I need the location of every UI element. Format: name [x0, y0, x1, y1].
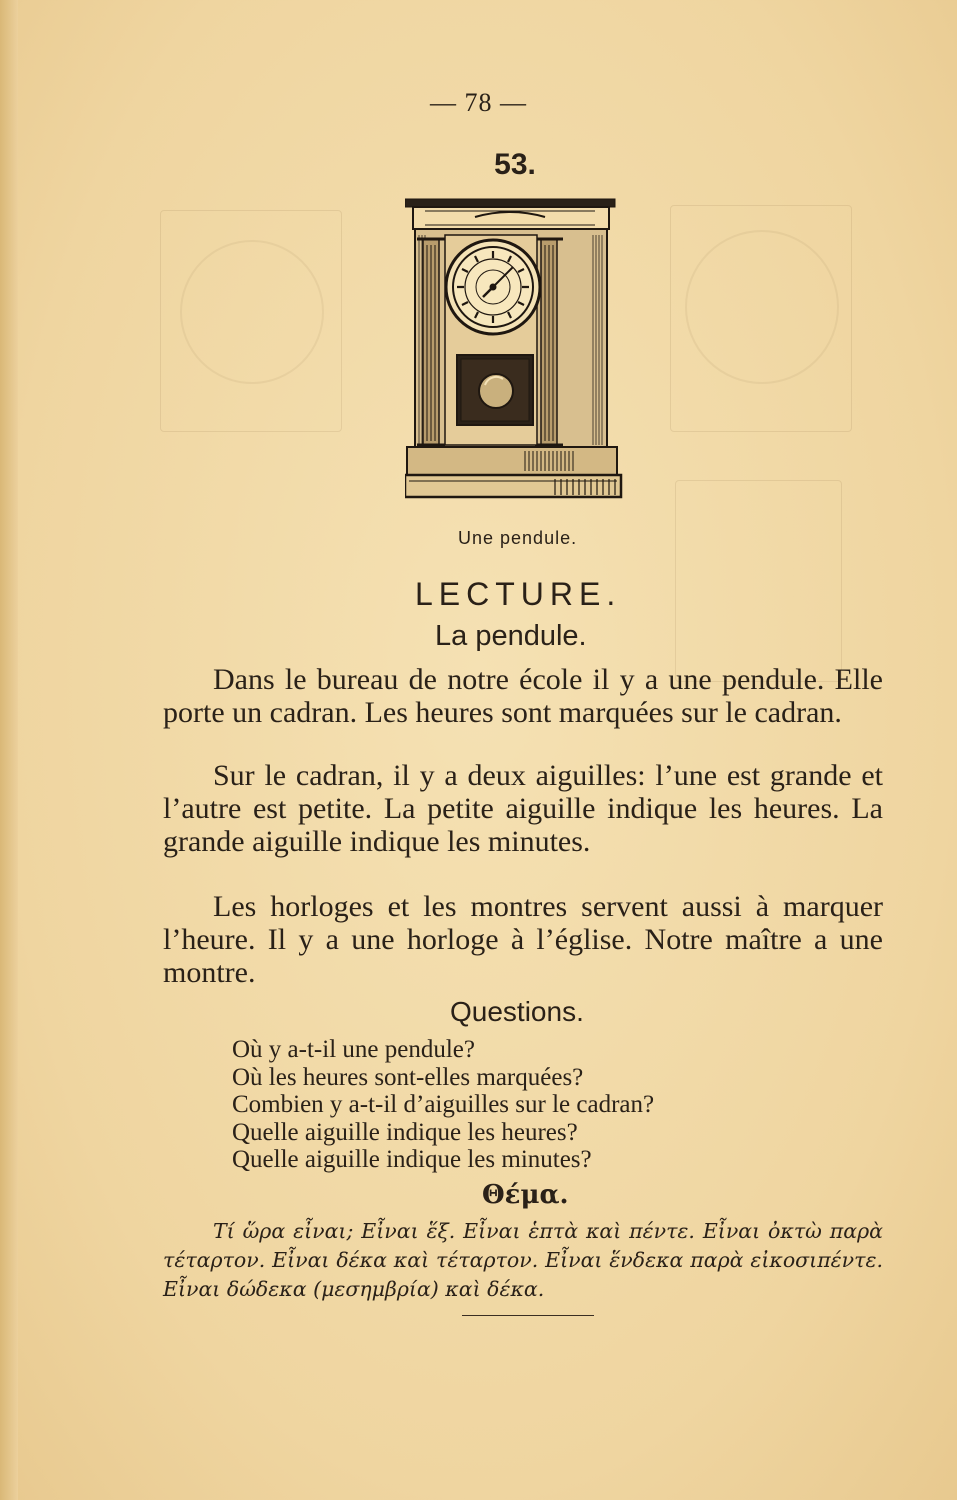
questions-heading: Questions. — [450, 996, 584, 1027]
pendulum-clock-illustration — [405, 195, 627, 510]
page-edge — [0, 0, 18, 1500]
question-item: Quelle aiguille indique les minutes? — [232, 1146, 592, 1173]
reading-title: La pendule. — [435, 620, 587, 652]
figure-caption: Une pendule. — [458, 528, 578, 548]
questions-list — [232, 1036, 654, 1174]
end-rule — [462, 1315, 594, 1316]
theme-text: Τί ὥρα εἶναι; Εἶναι ἕξ. Εἶναι ἑπτὰ καὶ πέντε. Εἶναι ὀκτὼ παρὰ τέταρτον. Εἶναι δέκα καὶ τέταρτον. Εἶναι ἕνδεκα παρὰ εἰκοσιπέντε. Εἶναι δώδεκα (μεσημβρία) καὶ δέκα. — [163, 1219, 883, 1301]
lecture-heading: LECTURE. — [415, 576, 622, 612]
question-item: Combien y a-t-il d’aiguilles sur le cadran? — [232, 1091, 655, 1118]
reading-paragraph-1: Dans le bureau de notre école il y a une pendule. Elle porte un cadran. Les heures sont marquées sur le cadran. — [163, 663, 883, 729]
show-through-clock-left — [180, 240, 324, 384]
reading-paragraph-3: Les horloges et les montres servent aussi à marquer l’heure. Il y a une horloge à l’église. Notre maître a une montre. — [163, 890, 883, 989]
show-through-frame-lower-right — [675, 480, 842, 682]
question-item: Où y a-t-il une pendule? — [232, 1036, 475, 1063]
question-item: Où les heures sont-elles marquées? — [232, 1063, 584, 1091]
show-through-clock-right — [685, 230, 839, 384]
page-number: — 78 — — [430, 88, 527, 117]
question-item: Quelle aiguille indique les heures? — [232, 1118, 578, 1146]
theme-heading: Θέμα. — [482, 1180, 569, 1210]
lesson-number: 53. — [494, 148, 536, 181]
reading-paragraph-2: Sur le cadran, il y a deux aiguilles: l’une est grande et l’autre est petite. La petite aiguille indique les heures. La grande aiguille indique les minutes. — [163, 759, 883, 858]
